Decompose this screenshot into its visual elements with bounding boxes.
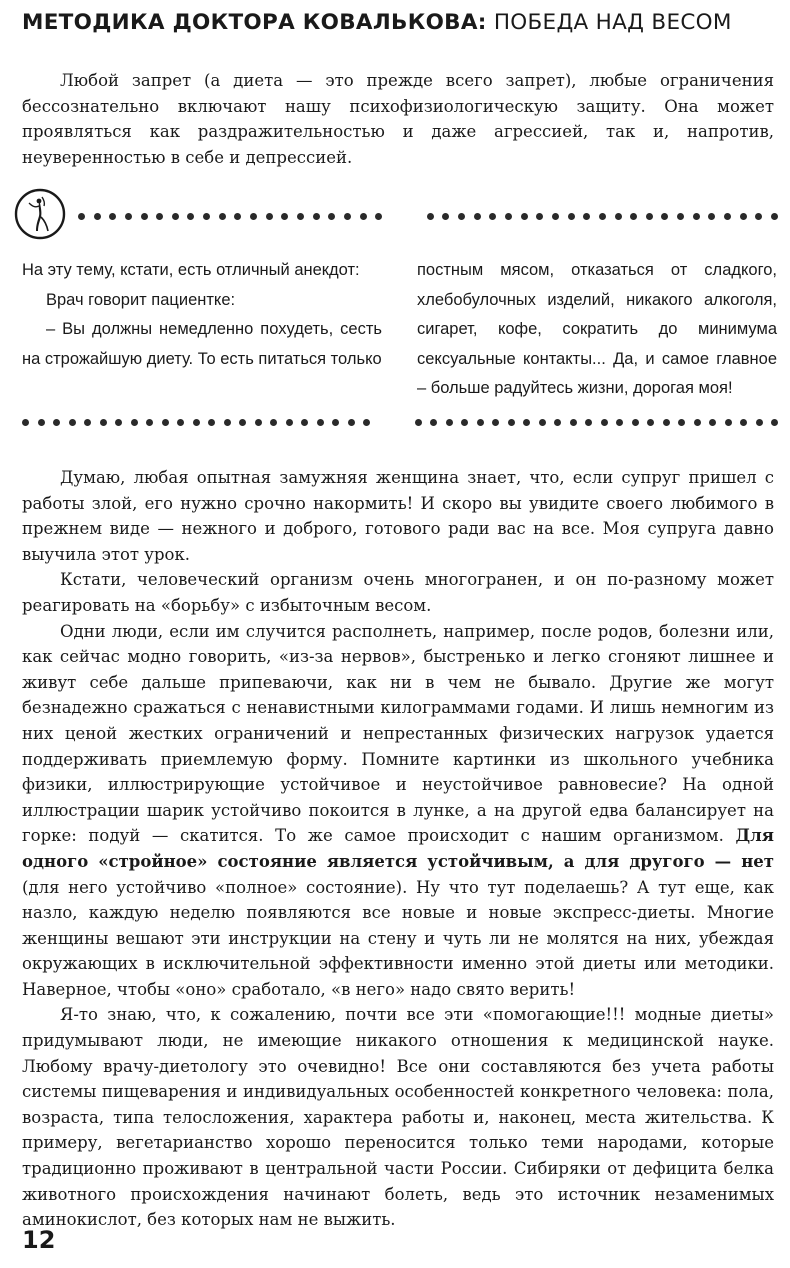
separator-dot xyxy=(141,213,148,220)
separator-dot xyxy=(446,419,453,426)
separator-dot xyxy=(344,213,351,220)
separator-dot xyxy=(724,213,731,220)
separator-dot xyxy=(224,419,231,426)
main-paragraph-emphasis xyxy=(22,619,774,1003)
separator-dot xyxy=(554,419,561,426)
separator-dot xyxy=(615,213,622,220)
separator-dot xyxy=(131,419,138,426)
separator-dot xyxy=(461,419,468,426)
separator-dot xyxy=(539,419,546,426)
separator-dot xyxy=(255,419,262,426)
separator-dot xyxy=(348,419,355,426)
separator-dot xyxy=(203,213,210,220)
separator-dot xyxy=(363,419,370,426)
separator-dot xyxy=(661,213,668,220)
separator-dot xyxy=(570,419,577,426)
separator-dot xyxy=(725,419,732,426)
separator-dot xyxy=(505,213,512,220)
header-title-rest: ПОБЕДА НАД ВЕСОМ xyxy=(486,10,732,35)
separator-dot xyxy=(100,419,107,426)
separator-dot xyxy=(663,419,670,426)
separator-dot xyxy=(84,419,91,426)
intro-text xyxy=(22,68,774,170)
separator-dot xyxy=(94,213,101,220)
separator-dot xyxy=(69,419,76,426)
running-header xyxy=(22,10,782,36)
separator-dot xyxy=(187,213,194,220)
separator-dot xyxy=(708,213,715,220)
anecdote-line: На эту тему, кстати, есть отличный анекдот: xyxy=(22,261,360,279)
separator-dot xyxy=(115,419,122,426)
separator-dot xyxy=(234,213,241,220)
separator-dot xyxy=(442,213,449,220)
separator-dot xyxy=(375,213,382,220)
dancer-logo-icon xyxy=(14,188,66,240)
separator-dot xyxy=(601,419,608,426)
anecdote-line: постным мясом, отказаться от сладкого, хлебобулочных изделий, никакого алкоголя, сигарет, кофе, сократить до минимума сексуальные контакты... Да, и самое главное – больше радуйтесь жизни, дорогая моя! xyxy=(417,261,777,397)
separator-dot xyxy=(301,419,308,426)
emphasis-text: Для одного «стройное» состояние является устойчивым, а для другого — нет xyxy=(22,826,774,871)
paragraph-text: (для него устойчиво «полное» состояние). Ну что тут поделаешь? А тут еще, как назло, каждую неделю появляются все новые и новые экспресс-диеты. Многие женщины вешают эти инструкции на стену и чуть ли не молятся на них, убеждая окружающих в исключительной эффективности именно этой диеты или методики. Наверное, чтобы «оно» сработало, «в него» надо свято верить! xyxy=(22,877,774,999)
separator-dot xyxy=(250,213,257,220)
separator-dot xyxy=(552,213,559,220)
separator-dot xyxy=(22,419,29,426)
separator-dot xyxy=(239,419,246,426)
intro-paragraph: Любой запрет (а диета — это прежде всего запрет), любые ограничения бессознательно включают нашу психофизиологическую защиту. Она может проявляться как раздражительностью и даже агрессией, так и, напротив, неуверенностью в себе и депрессией. xyxy=(22,71,774,167)
separator-dot xyxy=(523,419,530,426)
header-title-bold: МЕТОДИКА ДОКТОРА КОВАЛЬКОВА: xyxy=(22,10,487,35)
separator-dot xyxy=(694,419,701,426)
separator-dot xyxy=(286,419,293,426)
separator-dot xyxy=(427,213,434,220)
main-text xyxy=(22,465,774,1233)
separator-dots-bottom xyxy=(22,417,778,427)
separator-dot xyxy=(568,213,575,220)
separator-dot xyxy=(583,213,590,220)
separator-dot xyxy=(219,213,226,220)
anecdote-right-column xyxy=(417,256,777,404)
separator-dot xyxy=(678,419,685,426)
separator-dot xyxy=(38,419,45,426)
separator-dot xyxy=(740,213,747,220)
separator-dot xyxy=(508,419,515,426)
separator-dot xyxy=(755,213,762,220)
separator-dot xyxy=(109,213,116,220)
separator-dots-top xyxy=(78,211,778,221)
separator-dot xyxy=(585,419,592,426)
separator-dot xyxy=(53,419,60,426)
separator-dot xyxy=(146,419,153,426)
separator-dot xyxy=(317,419,324,426)
separator-dot xyxy=(599,213,606,220)
separator-dot xyxy=(208,419,215,426)
separator-dot xyxy=(177,419,184,426)
separator-dot xyxy=(313,213,320,220)
main-paragraph: Кстати, человеческий организм очень многогранен, и он по-разному может реагировать на «борьбу» с избыточным весом. xyxy=(22,570,774,615)
main-paragraph: Я-то знаю, что, к сожалению, почти все эти «помогающие!!! модные диеты» придумывают люди, не имеющие никакого отношения к медицинской науке. Любому врачу-диетологу это очевидно! Все они составляются без учета работы системы пищеварения и индивидуальных особенностей конкретного человека: пола, возраста, типа телосложения, характера работы и, наконец, места жительства. К примеру, вегетарианство хорошо переносится только теми народами, которые традиционно проживают в центральной части России. Сибиряки от дефицита белка животного происхождения начинают болеть, ведь это источник незаменимых аминокислот, без которых нам не выжить. xyxy=(22,1005,774,1230)
anecdote-left-column xyxy=(22,256,382,374)
separator-dot xyxy=(458,213,465,220)
separator-dot xyxy=(616,419,623,426)
separator-dot xyxy=(430,419,437,426)
separator-dot xyxy=(125,213,132,220)
paragraph-text: Одни люди, если им случится располнеть, например, после родов, болезни или, как сейчас модно говорить, «из-за нервов», быстренько и легко сгоняют лишнее и живут себе дальше припеваючи, как ни в чем не бывало. Другие же могут безнадежно сражаться с ненавистными килограммами годами. И лишь немногим из них ценой жестких ограничений и непрестанных физических нагрузок удается поддерживать приемлемую форму. Помните картинки из школьного учебника физики, иллюстрирующие устойчивое и неустойчивое равновесие? На одной иллюстрации шарик устойчиво покоится в лунке, а на другой едва балансирует на горке: подуй — скатится. То же самое происходит с нашим организмом. xyxy=(22,621,774,846)
page-number: 12 xyxy=(22,1226,56,1254)
separator-dot xyxy=(647,419,654,426)
separator-dot xyxy=(756,419,763,426)
separator-dot xyxy=(536,213,543,220)
separator-dot xyxy=(646,213,653,220)
separator-dot xyxy=(78,213,85,220)
separator-dot xyxy=(156,213,163,220)
separator-dot xyxy=(297,213,304,220)
separator-dot xyxy=(162,419,169,426)
separator-dot xyxy=(771,213,778,220)
separator-dot xyxy=(693,213,700,220)
separator-dot xyxy=(328,213,335,220)
separator-dot xyxy=(632,419,639,426)
separator-dot xyxy=(771,419,778,426)
anecdote-line: Врач говорит пациентке: xyxy=(46,290,236,309)
main-paragraph: Думаю, любая опытная замужняя женщина знает, что, если супруг пришел с работы злой, его нужно срочно накормить! И скоро вы увидите своего любимого в прежнем виде — нежного и доброго, готового ради вас на все. Моя супруга давно выучила этот урок. xyxy=(22,468,774,564)
separator-dot xyxy=(266,213,273,220)
separator-dot xyxy=(474,213,481,220)
separator-dot xyxy=(740,419,747,426)
separator-dot xyxy=(193,419,200,426)
anecdote-line: – Вы должны немедленно похудеть, сесть на строжайшую диету. То есть питаться только xyxy=(22,320,382,368)
separator-dot xyxy=(630,213,637,220)
separator-dot xyxy=(489,213,496,220)
separator-dot xyxy=(332,419,339,426)
separator-dot xyxy=(477,419,484,426)
separator-dot xyxy=(172,213,179,220)
separator-dot xyxy=(677,213,684,220)
separator-dot xyxy=(281,213,288,220)
separator-dot xyxy=(415,419,422,426)
separator-dot xyxy=(709,419,716,426)
separator-dot xyxy=(360,213,367,220)
separator-dot xyxy=(492,419,499,426)
separator-dot xyxy=(521,213,528,220)
separator-dot xyxy=(270,419,277,426)
